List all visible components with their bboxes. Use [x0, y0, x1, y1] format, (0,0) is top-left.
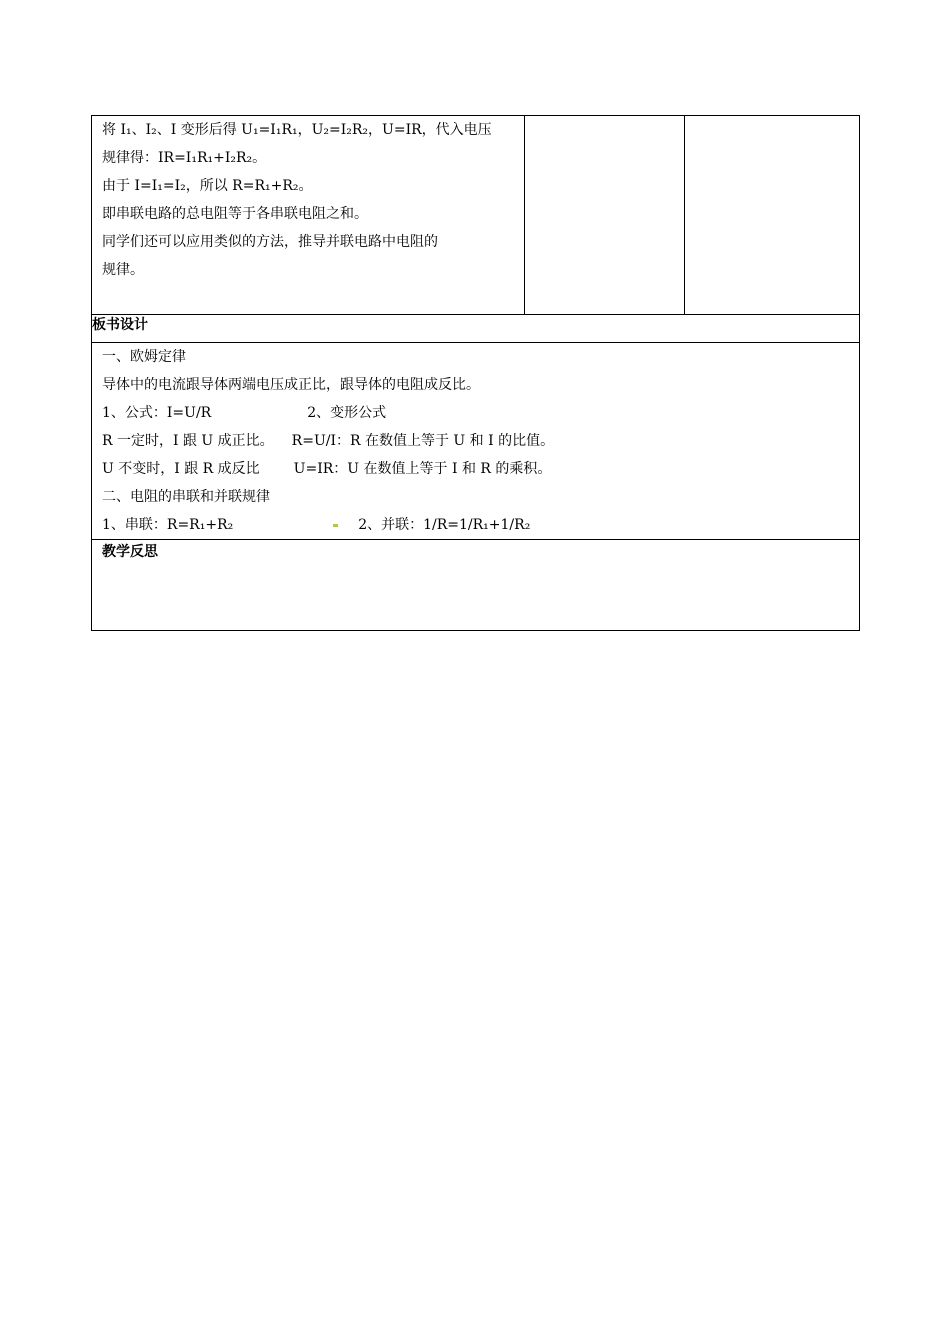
variant-formula-text: 2、变形公式 — [307, 405, 387, 421]
board-content-row — [92, 343, 860, 540]
formula-text: 1、公式：I=U/R — [102, 405, 212, 421]
parallel-rule: 2、并联：1/R=1/R₁+1/R₂ — [358, 517, 531, 533]
reflection-cell — [92, 540, 860, 631]
u-fixed-text: U 不变时，I 跟 R 成反比 — [102, 461, 260, 477]
series-rule: 1、串联：R=R₁+R₂ — [102, 517, 234, 533]
process-line: 即串联电路的总电阻等于各串联电阻之和。 — [102, 206, 368, 222]
u-fixed-line — [102, 455, 849, 483]
process-line: 同学们还可以应用类似的方法，推导并联电路中电阻的 — [102, 234, 438, 250]
board-heading-row — [92, 315, 860, 343]
design-intent-cell — [685, 116, 860, 315]
formula-line — [102, 399, 849, 427]
process-line: 规律得：IR=I₁R₁+I₂R₂。 — [102, 150, 267, 166]
teaching-reflection-heading: 教学反思 — [102, 544, 158, 560]
board-section-1-title: 一、欧姆定律 — [102, 349, 186, 365]
ohms-law-statement: 导体中的电流跟导体两端电压成正比，跟导体的电阻成反比。 — [102, 377, 480, 393]
u-fixed-note: U=IR：U 在数值上等于 I 和 R 的乘积。 — [293, 461, 552, 477]
teaching-process-row — [92, 116, 860, 315]
r-fixed-note: R=U/I：R 在数值上等于 U 和 I 的比值。 — [291, 433, 555, 449]
series-parallel-line — [102, 511, 849, 539]
student-activity-cell — [525, 116, 685, 315]
highlight-mark — [333, 524, 338, 527]
board-content-cell — [92, 343, 860, 540]
lesson-table — [91, 115, 860, 631]
lesson-plan-page — [91, 115, 859, 631]
process-line: 由于 I=I₁=I₂，所以 R=R₁+R₂。 — [102, 178, 313, 194]
process-line: 规律。 — [102, 262, 144, 278]
r-fixed-text: R 一定时，I 跟 U 成正比。 — [102, 433, 274, 449]
reflection-row — [92, 540, 860, 631]
process-line: 将 I₁、I₂、I 变形后得 U₁=I₁R₁，U₂=I₂R₂，U=IR，代入电压 — [102, 122, 492, 138]
r-fixed-line — [102, 427, 849, 455]
board-design-heading: 板书设计 — [92, 315, 860, 343]
board-section-2-title: 二、电阻的串联和并联规律 — [102, 489, 270, 505]
process-content-cell — [92, 116, 525, 315]
